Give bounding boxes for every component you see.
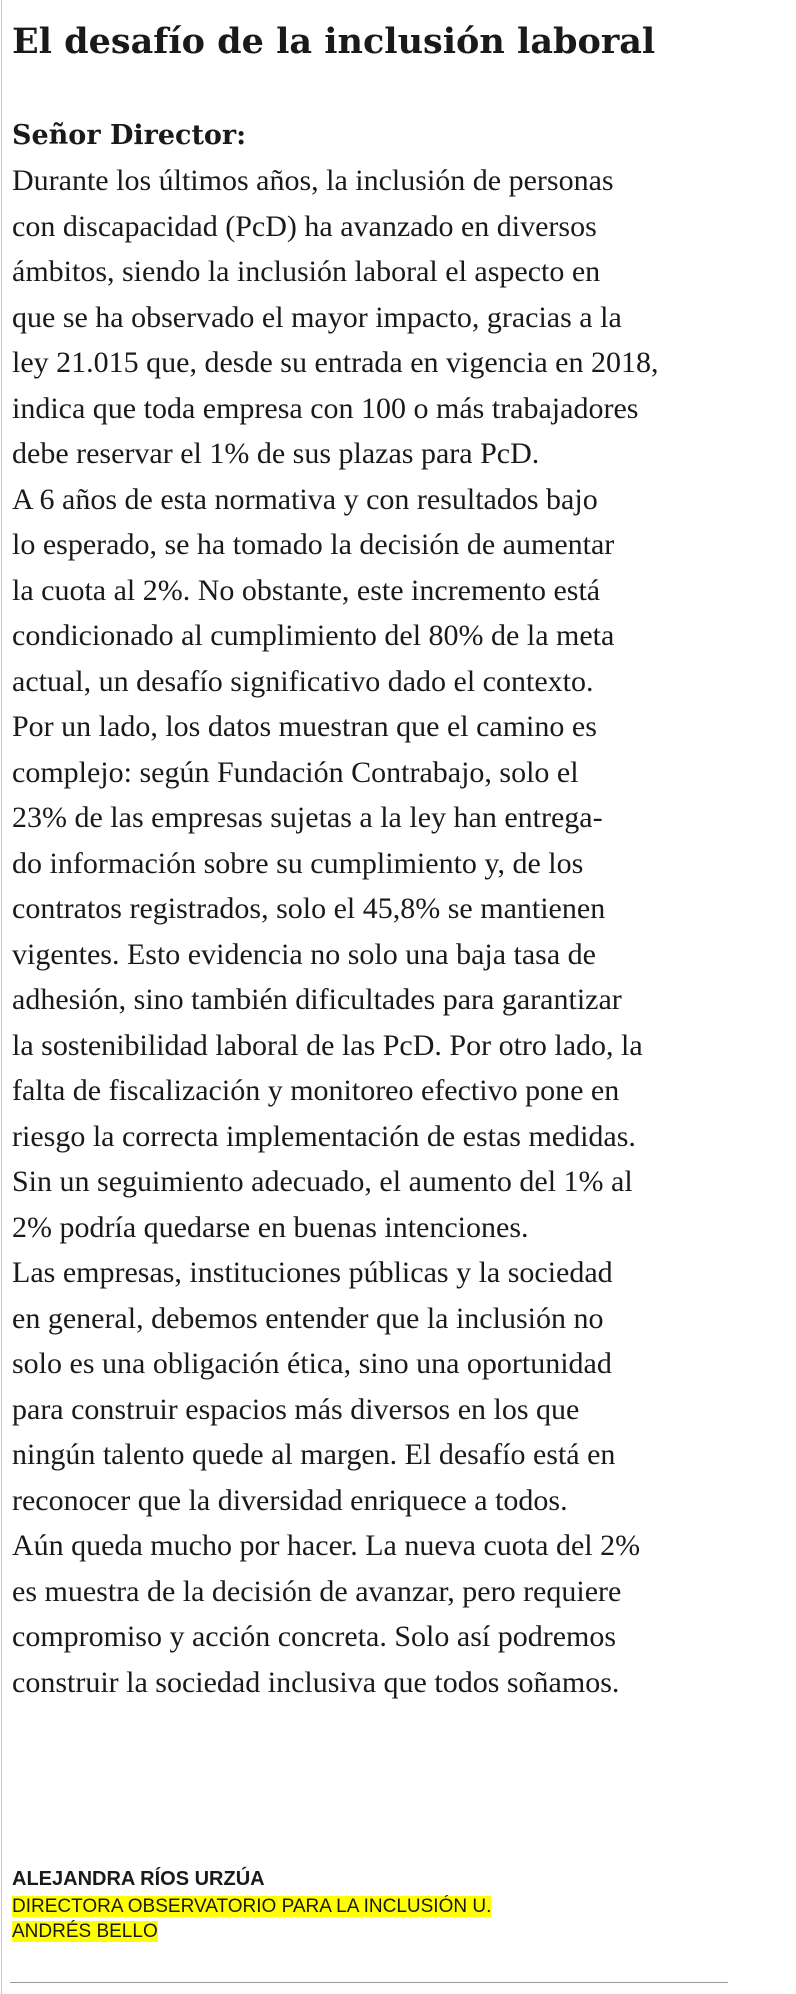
body-line: con discapacidad (PcD) ha avanzado en diversos [12,209,597,243]
body-line: lo esperado, se ha tomado la decisión de aumentar [12,528,615,561]
body-line: debe reservar el 1% de sus plazas para PcD. [12,437,540,470]
body-line: construir la sociedad inclusiva que todos soñamos. [12,1665,620,1699]
body-line: vigentes. Esto evidencia no solo una baja tasa de [12,937,596,971]
body-line: adhesión, sino también dificultades para garantizar [12,983,622,1016]
body-line: actual, un desafío significativo dado el contexto. [12,664,594,698]
body-line: condicionado al cumplimiento del 80% de la meta [12,619,615,652]
highlight-segment: U. [472,1896,492,1917]
bottom-divider [10,1982,728,1983]
signature-block [12,1866,792,1944]
highlight-segment: ANDRÉS BELLO [12,1921,158,1942]
author-role [12,1894,792,1944]
body-line: la cuota al 2%. No obstante, este incremento está [12,573,601,607]
body-line: Por un lado, los datos muestran que el camino es [12,710,597,743]
body-line: en general, debemos entender que la inclusión no [12,1301,604,1335]
body-line: complejo: según Fundación Contrabajo, solo el [12,755,579,789]
body-line: solo es una obligación ética, sino una oportunidad [12,1347,612,1380]
body-line: A 6 años de esta normativa y con resultados bajo [12,482,598,516]
salutation: Señor Director: [12,120,247,151]
body-line: ámbitos, siendo la inclusión laboral el aspecto en [12,255,601,288]
author-role-line-2 [12,1919,792,1944]
highlight-segment: DIRECTORA OBSERVATORIO PARA LA INCLUSIÓN [12,1896,473,1917]
body-line: 2% podría quedarse en buenas intenciones. [12,1210,529,1244]
author-name: ALEJANDRA RÍOS URZÚA [12,1868,265,1890]
body-line: contratos registrados, solo el 45,8% se mantienen [12,892,606,925]
body-line: Durante los últimos años, la inclusión de personas [12,164,614,197]
body-line: ningún talento quede al margen. El desafío está en [12,1438,616,1471]
body-line: indica que toda empresa con 100 o más trabajadores [12,391,639,425]
body-line: la sostenibilidad laboral de las PcD. Por otro lado, la [12,1028,643,1062]
left-column-rule [1,0,2,1994]
body-line: ley 21.015 que, desde su entrada en vigencia en 2018, [12,346,659,379]
letter-body [12,114,790,1705]
body-line: es muestra de la decisión de avanzar, pero requiere [12,1574,622,1608]
body-line: Sin un seguimiento adecuado, el aumento del 1% al [12,1165,633,1198]
body-line: que se ha observado el mayor impacto, gracias a la [12,300,622,334]
body-text [12,158,790,1705]
body-line: do información sobre su cumplimiento y, de los [12,846,584,880]
author-role-line-1 [12,1894,792,1919]
body-line: falta de fiscalización y monitoreo efectivo pone en [12,1074,620,1107]
body-line: para construir espacios más diversos en los que [12,1392,580,1426]
body-line: 23% de las empresas sujetas a la ley han entrega- [12,801,603,834]
body-line: compromiso y acción concreta. Solo así podremos [12,1620,617,1653]
body-line: riesgo la correcta implementación de estas medidas. [12,1119,636,1153]
body-line: reconocer que la diversidad enriquece a todos. [12,1483,568,1517]
body-line: Aún queda mucho por hacer. La nueva cuota del 2% [12,1529,641,1562]
body-line: Las empresas, instituciones públicas y la sociedad [12,1256,613,1289]
article-headline: El desafío de la inclusión laboral [12,21,656,62]
